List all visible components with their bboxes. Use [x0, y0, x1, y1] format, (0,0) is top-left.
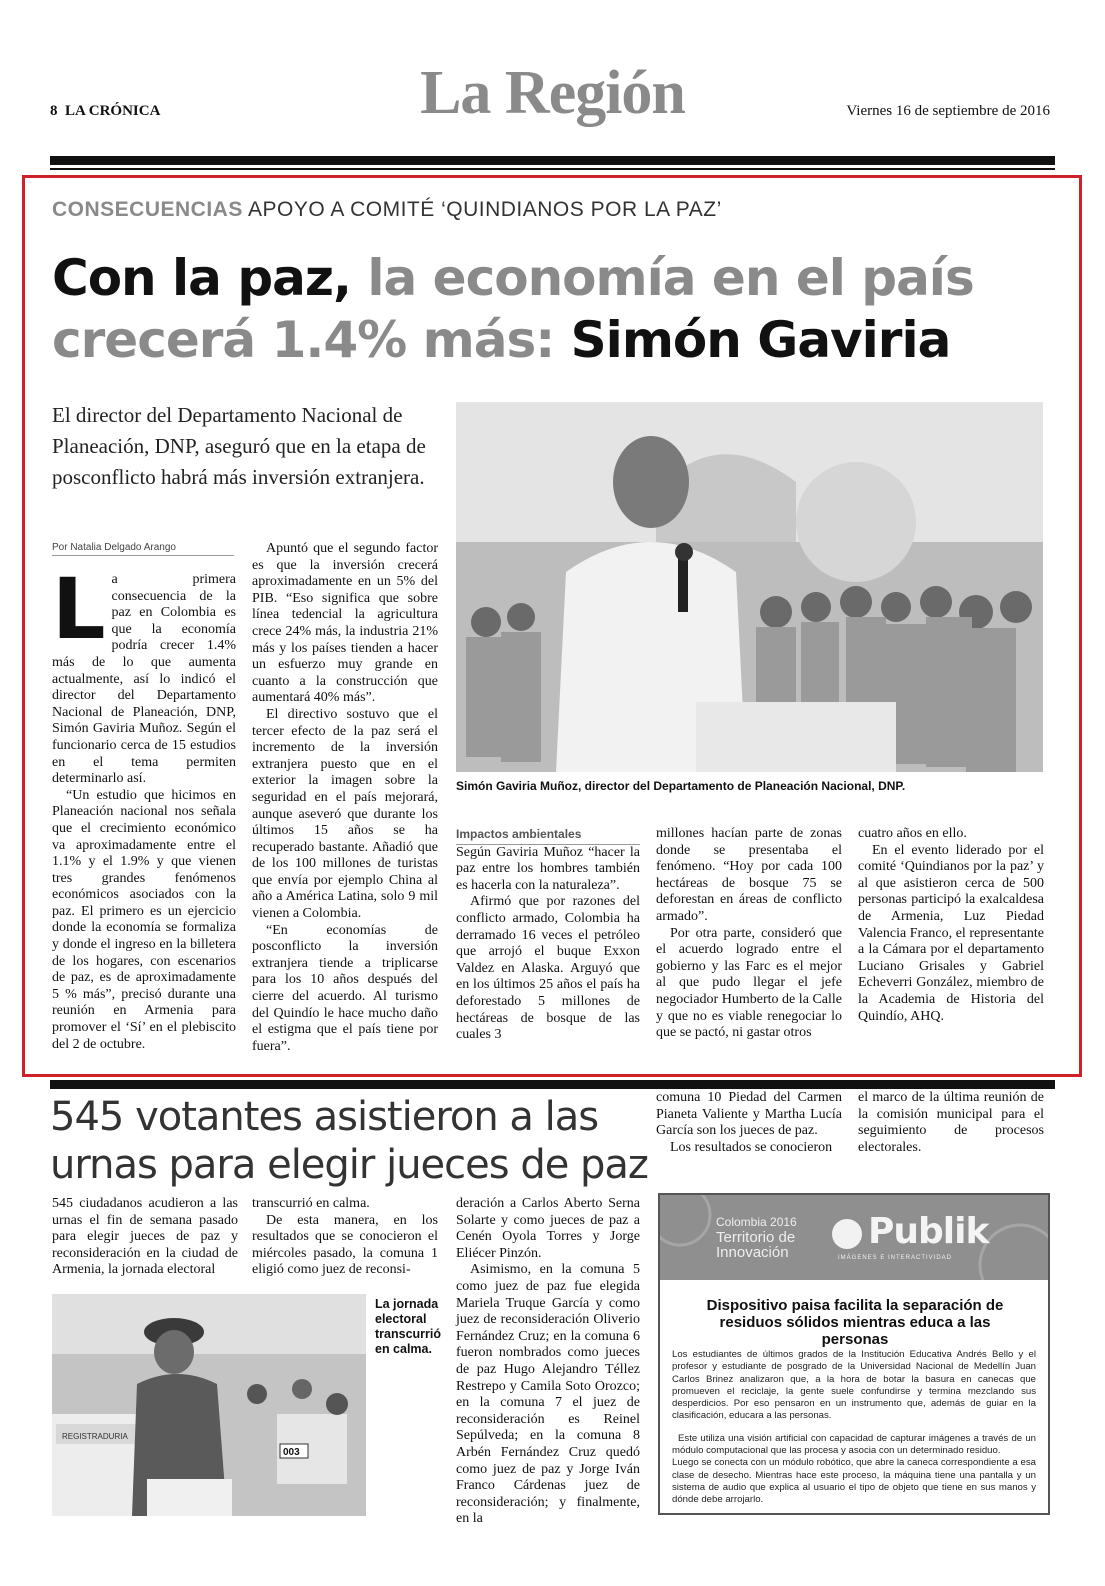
- page-number: 8 LA CRÓNICA: [50, 103, 161, 119]
- headline-part-4: Simón Gaviria: [570, 311, 951, 369]
- section-subhead: Impactos ambientales: [456, 826, 640, 845]
- kicker-text: APOYO A COMITÉ ‘QUINDIANOS POR LA PAZ’: [248, 198, 722, 221]
- second-column-4: [656, 1090, 842, 1156]
- paragraph: millones hacían parte de zonas donde se presentaba el fenómeno. “Hoy por cada 100 hectáreas de bosque 75 se deforestan en áreas de conflicto armado”.: [656, 826, 842, 924]
- paragraph: De esta manera, en los resultados que se conocieron el miércoles pasado, la comuna 1 eligió como juez de reconsi-: [252, 1212, 438, 1278]
- ad-brand-text: Colombia 2016 Territorio de Innovación: [716, 1215, 797, 1261]
- paragraph: Asimismo, en la comuna 5 como juez de paz fue elegida Mariela Truque García y como juez de reconsideración Oliverio Fernández Cruz; en la comuna 6 fueron nombrados como jueces de paz Hugo Alejandro Téllez Restrepo y Camila Soto Orozco; en la comuna 7 el juez de reconsideración es Reinel Sepúlveda; en la comuna 8 Arbén Fernández Cruz quedó como juez de paz y Jorge Iván Franco Cárdenas juez de reconsideración; y finalmente, en la: [456, 1262, 640, 1527]
- paragraph: Este utiliza una visión artificial con capacidad de capturar imágenes a través de un módulo computacional que las procesa y asocia con un determinado residuo.: [672, 1432, 1036, 1457]
- publik-logo-icon: [832, 1219, 862, 1249]
- paragraph: El directivo sostuvo que el tercer efecto de la paz será el incremento de la inversión extranjera puesto que en el exterior la imagen sobre la seguridad en el país mejorará, aunque aseveró que durante los últimos 15 años se ha recuperado bastante. Añadió que de los 100 millones de turistas que envía por ejemplo China al año a América Latina, solo 9 mil vienen a Colombia.: [252, 706, 438, 922]
- masthead-rule: [50, 156, 1055, 165]
- main-headline: [52, 247, 1052, 371]
- second-column-2: [252, 1196, 438, 1279]
- paragraph: 545 ciudadanos acudieron a las urnas el fin de semana pasado para elegir jueces de paz y reconsideración en la ciudad de Armenia, la jornada electoral: [52, 1196, 238, 1278]
- article-column-3: [456, 826, 640, 1044]
- booth-number: 003: [283, 1447, 300, 1458]
- paragraph: Según Gaviria Muñoz “hacer la paz entre los hombres también es hacerla con la naturaleza”.: [456, 844, 640, 893]
- article-column-4: [656, 826, 842, 1042]
- ad-title: Dispositivo paisa facilita la separación de residuos sólidos mientras educa a las personas: [706, 1297, 1004, 1348]
- kicker-category: CONSECUENCIAS: [52, 198, 243, 221]
- paragraph: a primera consecuencia de la paz en Colombia es que la economía podría crecer 1.4% más de lo que aumenta actualmente, así lo indicó el director del Departamento Nacional de Planeación, DNP, Simón Gaviria Muñoz. Según el funcionario cerca de 15 estudios en el tema permiten determinarlo así.: [52, 572, 236, 787]
- article-column-1: [52, 560, 236, 1053]
- byline: Por Natalia Delgado Arango: [52, 542, 234, 556]
- masthead-rule-thin: [50, 168, 1055, 170]
- article-lead: El director del Departamento Nacional de Planeación, DNP, aseguró que en la etapa de posconflicto habrá más inversión extranjera.: [52, 403, 426, 489]
- paragraph: comuna 10 Piedad del Carmen Pianeta Valiente y Martha Lucía García son los jueces de paz.: [656, 1090, 842, 1139]
- advertisement: [658, 1193, 1050, 1515]
- paragraph: En el evento liderado por el comité ‘Quindianos por la paz’ y al que asistieron cerca de 500 personas participó la exalcaldesa de Armenia, Luz Piedad Valencia Franco, el representante a la Cámara por el departamento Luciano Grisales y Gabriel Echeverri González, miembro de la Academia de Historia del Quindío, AHQ.: [858, 842, 1044, 1024]
- section-divider: [50, 1080, 1055, 1089]
- second-column-1: [52, 1196, 238, 1279]
- speaker-photo: [456, 402, 1043, 772]
- paragraph: Los estudiantes de últimos grados de la Institución Educativa Andrés Bello y el profesor y estudiante de posgrado de la Universidad Nacional de Medellín Juan Carlos Brinez analizaron que, a la hora de botar la basura en canecas que promueven el reciclaje, la gente suele confundirse y termina mezclando sus desperdicios. Por eso pensaron en un instrumento que, además de guiar en la clasificación, educara a las personas.: [672, 1349, 1036, 1422]
- voting-photo-illustration: [52, 1294, 366, 1516]
- second-column-3: [456, 1196, 640, 1528]
- headline-part-3: crecerá 1.4% más:: [52, 311, 555, 369]
- paper-name: LA CRÓNICA: [65, 103, 161, 119]
- paragraph: Apuntó que el segundo factor es que la inversión crecerá aproximadamente en un 5% del PIB. “Eso significa que sobre línea tedencial la agricultura crece 24% más, la industria 21% más y los países tienden a hacer un esfuerzo muy grande en cuanto a la construcción que aumentará 40% más”.: [252, 541, 438, 706]
- paragraph: “Un estudio que hicimos en Planeación nacional nos señala que el crecimiento económico va aproximadamente entre el 1.1% y el 1.9% y que vienen tres grandes fenómenos económicos asociados con la paz. El primero es un ejercicio donde la economía se formaliza y donde el ingreso en la billetera de los hogares, con escenarios de paz, es de aproximadamente 5 % más”, precisó durante una reunión en Armenia para promover el ‘Sí’ en el plebiscito del 2 de octubre.: [52, 787, 236, 1052]
- article-column-2: [252, 541, 438, 1055]
- paragraph: transcurrió en calma.: [252, 1196, 370, 1211]
- ad-banner: [660, 1195, 1048, 1280]
- paragraph: “En economías de posconflicto la inversión extranjera tiende a triplicarse para los 10 años después del cierre del acuerdo. Al turismo del Quindío le hace mucho daño el estigma que el país tiene por fuera”.: [252, 922, 438, 1054]
- paragraph: cuatro años en ello.: [858, 826, 967, 841]
- ad-body: [672, 1349, 1036, 1507]
- ballot-box-label: REGISTRADURIA: [62, 1432, 128, 1441]
- photo-caption: Simón Gaviria Muñoz, director del Departamento de Planeación Nacional, DNP.: [456, 779, 906, 793]
- paragraph: Los resultados se conocieron: [670, 1139, 833, 1155]
- voting-photo-caption: La jornada electoral transcurrió en calma.: [375, 1297, 441, 1356]
- headline-part-1: Con la paz,: [52, 249, 351, 307]
- ad-logo: Publik: [868, 1211, 989, 1252]
- voting-photo: [52, 1294, 366, 1516]
- issue-date: Viernes 16 de septiembre de 2016: [846, 103, 1050, 119]
- article-kicker: [52, 198, 722, 222]
- paragraph: Por otra parte, consideró que el acuerdo logrado entre el gobierno y las Farc es el mejor al que pudo llegar el jefe negociador Humberto de la Calle y que no es viable renegociar lo que se pactó, ni gastar otros: [656, 925, 842, 1041]
- ad-logo-tagline: IMÁGENES E INTERACTIVIDAD: [838, 1255, 953, 1261]
- second-headline: 545 votantes asistieron a las urnas para elegir jueces de paz: [50, 1094, 648, 1188]
- paragraph: Luego se conecta con un módulo robótico, que abre la caneca correspondiente a esa clase de desecho. Mientras hace este proceso, la máquina tiene una pantalla y un sistema de audio que explica al usuario el tipo de objeto que tiene en sus manos y dónde debe arrojarlo.: [672, 1457, 1036, 1506]
- article-column-5: [858, 826, 1044, 1025]
- headline-part-2: la economía en el país: [367, 249, 974, 307]
- speaker-photo-illustration: [456, 402, 1043, 772]
- second-column-5: [858, 1090, 1044, 1156]
- paragraph: el marco de la última reunión de la comisión municipal para el seguimiento de procesos electorales.: [858, 1090, 1044, 1155]
- paragraph: deración a Carlos Aberto Serna Solarte y como jueces de paz a Cenén Oyola Torres y Jorge Eliécer Pinzón.: [456, 1196, 640, 1261]
- drop-cap: L: [52, 560, 106, 658]
- section-title: La Región: [420, 59, 685, 127]
- paragraph: Afirmó que por razones del conflicto armado, Colombia ha derramado 16 veces el petróleo que arrojó el buque Exxon Valdez en Alaska. Arguyó que en los últimos 25 años el país ha deforestado 5 millones de hectáreas de bosque de las cuales 3: [456, 894, 640, 1043]
